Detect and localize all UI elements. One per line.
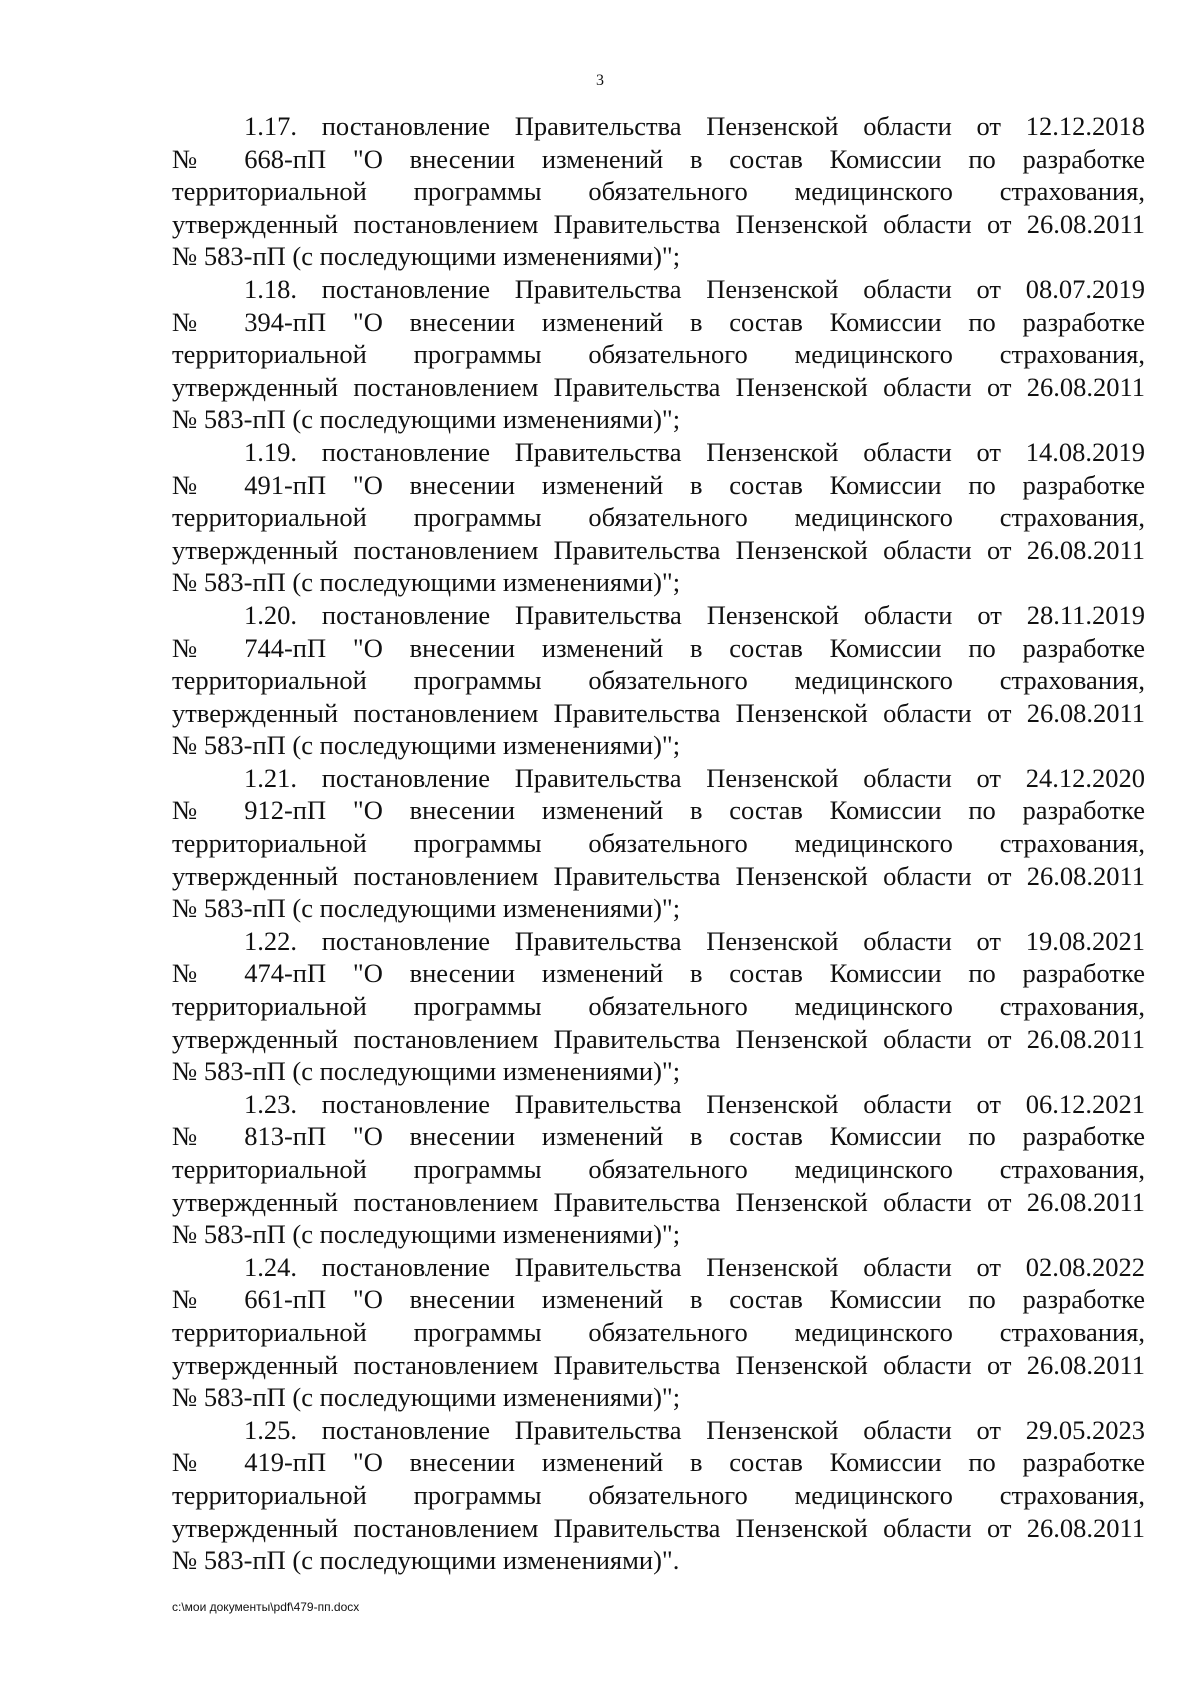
item-line-text: постановление Правительства Пензенской области от 08.07.2019: [321, 273, 1145, 304]
item-line: территориальной программы обязательного медицинского страхования,: [172, 991, 1145, 1022]
item-number: 1.25.: [244, 1414, 297, 1445]
page-number: 3: [596, 72, 604, 89]
item-line: № 912-пП "О внесении изменений в состав Комиссии по разработке: [172, 795, 1145, 826]
item-line: утвержденный постановлением Правительства Пензенской области от 26.08.2011: [172, 208, 1145, 239]
item-first-line: [172, 762, 1145, 795]
item-line-text: постановление Правительства Пензенской области от 14.08.2019: [321, 436, 1145, 467]
item-line: № 394-пП "О внесении изменений в состав Комиссии по разработке: [172, 306, 1145, 337]
item-line: № 583-пП (с последующими изменениями)";: [172, 404, 681, 435]
item-line: территориальной программы обязательного медицинского страхования,: [172, 1479, 1145, 1510]
item-line: утвержденный постановлением Правительства Пензенской области от 26.08.2011: [172, 371, 1145, 402]
item-first-line: [172, 436, 1145, 469]
item-line: № 583-пП (с последующими изменениями)".: [172, 1545, 680, 1576]
item-line: № 583-пП (с последующими изменениями)";: [172, 567, 681, 598]
item-first-line: [172, 1088, 1145, 1121]
item-first-line: [172, 925, 1145, 958]
item-line: № 583-пП (с последующими изменениями)";: [172, 1056, 681, 1087]
item-line: № 491-пП "О внесении изменений в состав Комиссии по разработке: [172, 469, 1145, 500]
item-line-text: постановление Правительства Пензенской области от 28.11.2019: [321, 599, 1146, 630]
item-line: № 583-пП (с последующими изменениями)";: [172, 1219, 681, 1250]
item-line: № 661-пП "О внесении изменений в состав Комиссии по разработке: [172, 1284, 1145, 1315]
item-number: 1.21.: [244, 762, 297, 793]
item-line: территориальной программы обязательного медицинского страхования,: [172, 665, 1145, 696]
item-first-line: [172, 273, 1145, 306]
item-first-line: [172, 599, 1145, 632]
item-line: утвержденный постановлением Правительства Пензенской области от 26.08.2011: [172, 1349, 1145, 1380]
item-line-text: постановление Правительства Пензенской области от 06.12.2021: [321, 1088, 1145, 1119]
list-item: [172, 599, 1145, 762]
item-line-text: постановление Правительства Пензенской области от 12.12.2018: [321, 111, 1145, 141]
item-number: 1.19.: [244, 436, 297, 467]
list-item: [172, 1251, 1145, 1414]
item-line: № 744-пП "О внесении изменений в состав Комиссии по разработке: [172, 632, 1145, 663]
item-number: 1.23.: [244, 1088, 297, 1119]
item-first-line: [172, 1251, 1145, 1284]
item-line-text: постановление Правительства Пензенской области от 19.08.2021: [321, 925, 1145, 956]
item-line: территориальной программы обязательного медицинского страхования,: [172, 1154, 1145, 1184]
item-line: № 813-пП "О внесении изменений в состав Комиссии по разработке: [172, 1121, 1145, 1152]
item-line: № 668-пП "О внесении изменений в состав Комиссии по разработке: [172, 143, 1145, 174]
document-body: [172, 110, 1145, 1577]
item-line: утвержденный постановлением Правительства Пензенской области от 26.08.2011: [172, 697, 1145, 728]
item-line: утвержденный постановлением Правительства Пензенской области от 26.08.2011: [172, 860, 1145, 891]
list-item: [172, 110, 1145, 273]
item-line: № 583-пП (с последующими изменениями)";: [172, 730, 681, 761]
list-item: [172, 1414, 1145, 1577]
item-first-line: [172, 110, 1145, 143]
item-line: территориальной программы обязательного медицинского страхования,: [172, 176, 1145, 207]
item-line-text: постановление Правительства Пензенской области от 02.08.2022: [321, 1251, 1145, 1282]
list-item: [172, 1088, 1145, 1251]
list-item: [172, 925, 1145, 1088]
item-line: территориальной программы обязательного медицинского страхования,: [172, 502, 1145, 533]
item-number: 1.24.: [244, 1251, 297, 1282]
item-number: 1.17.: [244, 111, 297, 141]
footer-file-path: c:\мои документы\pdf\479-пп.docx: [172, 1600, 360, 1614]
item-number: 1.18.: [244, 273, 297, 304]
item-line-text: постановление Правительства Пензенской области от 24.12.2020: [321, 762, 1145, 793]
item-line: № 583-пП (с последующими изменениями)";: [172, 1382, 681, 1413]
item-line: № 419-пП "О внесении изменений в состав Комиссии по разработке: [172, 1447, 1145, 1478]
item-line-text: постановление Правительства Пензенской области от 29.05.2023: [321, 1414, 1145, 1445]
item-line: № 583-пП (с последующими изменениями)";: [172, 893, 681, 924]
item-line: территориальной программы обязательного медицинского страхования,: [172, 339, 1145, 370]
item-number: 1.22.: [244, 925, 297, 956]
list-item: [172, 273, 1145, 436]
item-number: 1.20.: [244, 599, 297, 630]
item-line: территориальной программы обязательного медицинского страхования,: [172, 1316, 1145, 1347]
item-line: утвержденный постановлением Правительства Пензенской области от 26.08.2011: [172, 1512, 1145, 1543]
item-line: утвержденный постановлением Правительства Пензенской области от 26.08.2011: [172, 1023, 1145, 1054]
item-line: № 474-пП "О внесении изменений в состав Комиссии по разработке: [172, 958, 1145, 989]
item-line: территориальной программы обязательного медицинского страхования,: [172, 828, 1145, 859]
list-item: [172, 762, 1145, 925]
item-first-line: [172, 1414, 1145, 1447]
item-line: утвержденный постановлением Правительства Пензенской области от 26.08.2011: [172, 1186, 1145, 1217]
list-item: [172, 436, 1145, 599]
item-line: № 583-пП (с последующими изменениями)";: [172, 241, 681, 272]
item-line: утвержденный постановлением Правительства Пензенской области от 26.08.2011: [172, 534, 1145, 565]
